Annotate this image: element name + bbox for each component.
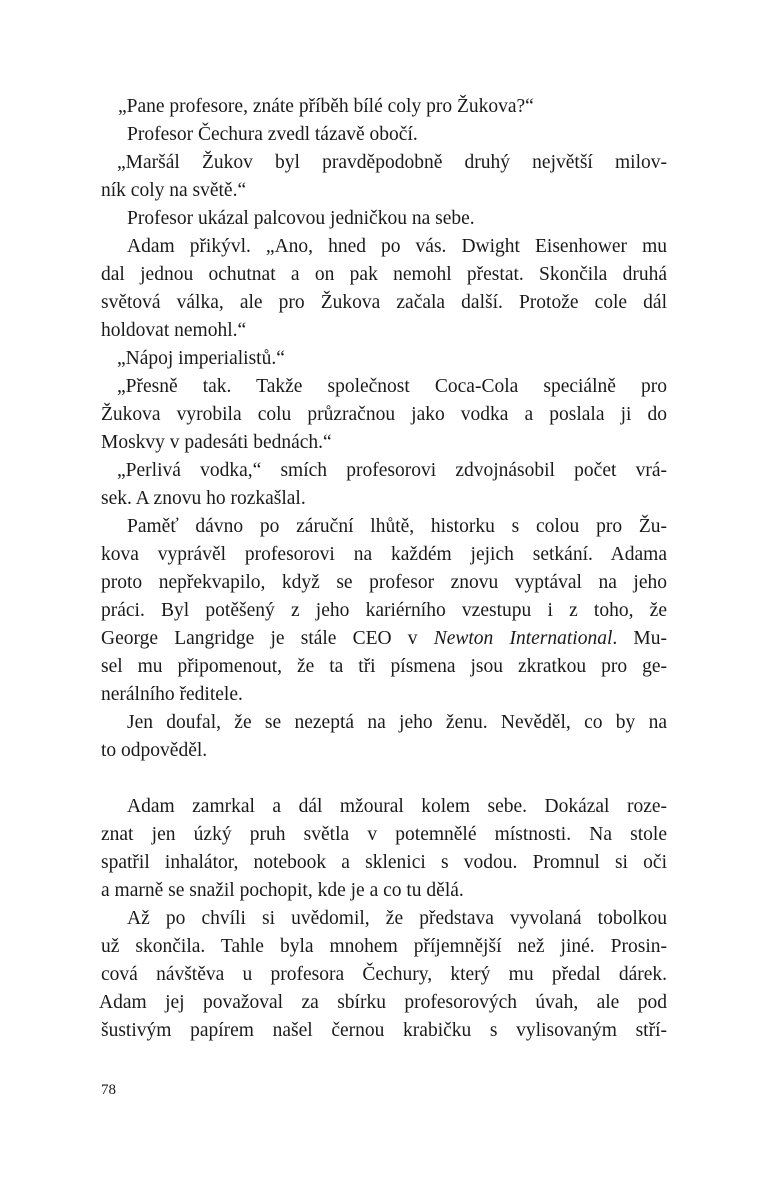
text-line: holdovat nemohl.“ [101, 320, 247, 341]
text-line: „Maršál Žukov byl pravděpodobně druhý největší milov- [117, 152, 667, 173]
text-run: George Langridge je stále CEO v [101, 628, 418, 649]
text-line: cová návštěva u profesora Čechury, který mu předal dárek. [101, 964, 667, 985]
text-line: Adam přikývl. „Ano, hned po vás. Dwight Eisenhower mu [127, 236, 667, 257]
text-line: Profesor Čechura zvedl tázavě obočí. [127, 124, 418, 145]
text-line: sek. A znovu ho rozkašlal. [101, 488, 306, 509]
text-line: „Přesně tak. Takže společnost Coca-Cola speciálně pro [117, 376, 667, 397]
text-line: práci. Byl potěšený z jeho kariérního vzestupu i z toho, že [101, 600, 667, 621]
text-line: šustivým papírem našel černou krabičku s vylisovaným stří- [101, 1020, 667, 1041]
text-line: a marně se snažil pochopit, kde je a co tu dělá. [101, 880, 464, 901]
text-line: Až po chvíli si uvědomil, že představa vyvolaná tobolkou [127, 908, 667, 929]
text-line: spatřil inhalátor, notebook a sklenici s vodou. Promnul si oči [101, 852, 667, 873]
text-line: proto nepřekvapilo, když se profesor znovu vyptával na jeho [101, 572, 667, 593]
text-line: Paměť dávno po záruční lhůtě, historku s colou pro Žu- [127, 516, 667, 537]
text-line: Adam jej považoval za sbírku profesorových úvah, ale pod [99, 992, 667, 1013]
company-name-italic: Newton International [433, 628, 613, 649]
text-line: to odpověděl. [101, 740, 208, 761]
text-line: „Perlivá vodka,“ smích profesorovi zdvojnásobil počet vrá- [117, 460, 667, 481]
text-line: světová válka, ale pro Žukova začala další. Protože cole dál [101, 292, 667, 313]
text-line: znat jen úzký pruh světla v potemnělé místnosti. Na stole [101, 824, 667, 845]
text-line: Žukova vyrobila colu průzračnou jako vodka a poslala ji do [101, 404, 667, 425]
text-line: sel mu připomenout, že ta tři písmena jsou zkratkou pro ge- [101, 656, 667, 677]
text-line: nerálního ředitele. [101, 684, 243, 705]
text-line: už skončila. Tahle byla mnohem příjemnější než jiné. Prosin- [101, 936, 667, 957]
text-line: kova vyprávěl profesorovi na každém jejich setkání. Adama [101, 544, 667, 565]
text-line [101, 628, 667, 650]
page-number: 78 [101, 1082, 116, 1098]
text-line: ník coly na světě.“ [101, 180, 247, 201]
text-line: Jen doufal, že se nezeptá na jeho ženu. Nevěděl, co by na [127, 712, 667, 733]
text-line: „Pane profesore, znáte příběh bílé coly pro Žukova?“ [118, 96, 534, 117]
text-run: . Mu- [612, 628, 667, 649]
text-line: „Nápoj imperialistů.“ [117, 348, 285, 369]
text-line: dal jednou ochutnat a on pak nemohl přestat. Skončila druhá [101, 264, 667, 285]
text-line: Moskvy v padesáti bednách.“ [101, 432, 332, 453]
text-line: Adam zamrkal a dál mžoural kolem sebe. Dokázal roze- [127, 796, 667, 817]
text-line: Profesor ukázal palcovou jedničkou na sebe. [127, 208, 475, 229]
